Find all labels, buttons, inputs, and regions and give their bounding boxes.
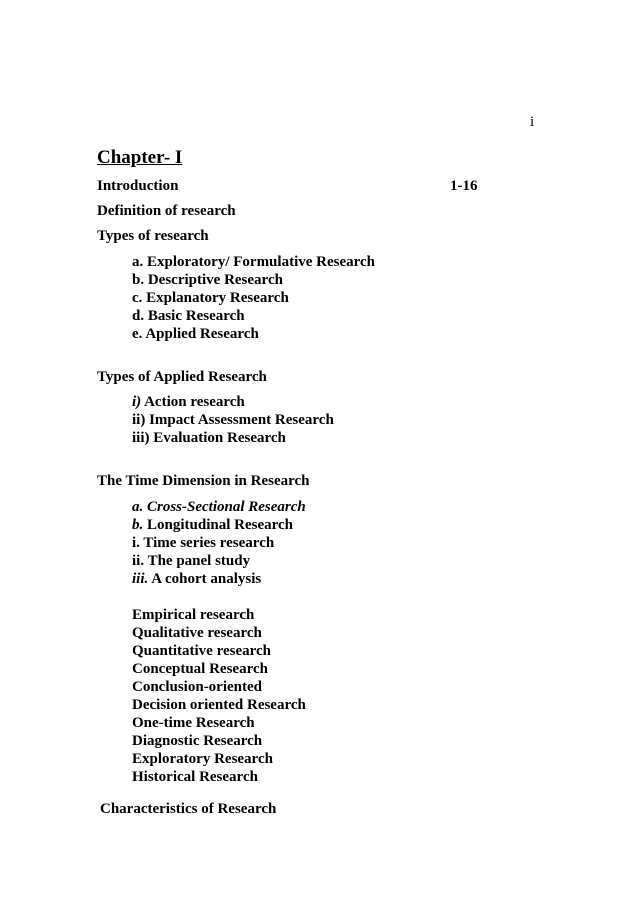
toc-subentry-type: e. Applied Research (132, 326, 259, 342)
toc-subentry-time (132, 516, 293, 534)
toc-subentry-other: One-time Research (132, 715, 255, 731)
toc-subentry-type: c. Explanatory Research (132, 290, 289, 306)
toc-subentry-applied (132, 429, 286, 447)
item-text: ii. The panel study (132, 553, 251, 569)
item-text: ii) Impact Assessment Research (132, 412, 334, 428)
toc-subentry-type: b. Descriptive Research (132, 272, 283, 288)
toc-heading-time: The Time Dimension in Research (97, 473, 310, 489)
toc-subentry-other: Qualitative research (132, 625, 262, 641)
toc-subentry-other: Decision oriented Research (132, 697, 306, 713)
toc-subentry-other: Conceptual Research (132, 661, 268, 677)
toc-entry-introduction-pages: 1-16 (450, 178, 478, 194)
item-text: Longitudinal Research (143, 517, 293, 533)
chapter-heading: Chapter- I (97, 147, 183, 168)
toc-heading-types: Types of research (97, 228, 209, 244)
item-text: A cohort analysis (148, 571, 262, 587)
item-text: i. Time series research (132, 535, 275, 551)
item-prefix: a. Cross-Sectional Research (132, 499, 306, 515)
item-text: iii) Evaluation Research (132, 430, 286, 446)
toc-subentry-type: a. Exploratory/ Formulative Research (132, 254, 376, 270)
toc-heading-characteristics: Characteristics of Research (100, 801, 277, 817)
toc-subentry-other: Quantitative research (132, 643, 272, 659)
toc-subentry-other: Empirical research (132, 607, 255, 623)
page-number: i (530, 114, 535, 130)
toc-subentry-time (132, 498, 306, 516)
toc-subentry-time (132, 570, 261, 588)
toc-entry-introduction: Introduction (97, 178, 179, 194)
item-prefix: iii. (132, 571, 149, 587)
item-prefix: b. (132, 517, 144, 533)
toc-subentry-other: Exploratory Research (132, 751, 273, 767)
toc-subentry-other: Conclusion-oriented (132, 679, 263, 695)
toc-heading-applied: Types of Applied Research (97, 369, 267, 385)
toc-entry-definition: Definition of research (97, 203, 236, 219)
toc-subentry-applied (132, 393, 245, 411)
toc-subentry-type: d. Basic Research (132, 308, 245, 324)
item-text: Action research (141, 394, 245, 410)
toc-subentry-time (132, 534, 274, 552)
toc-subentry-time (132, 552, 250, 570)
toc-subentry-applied (132, 411, 334, 429)
toc-subentry-other: Diagnostic Research (132, 733, 263, 749)
item-prefix: i) (132, 394, 142, 410)
toc-subentry-other: Historical Research (132, 769, 258, 785)
